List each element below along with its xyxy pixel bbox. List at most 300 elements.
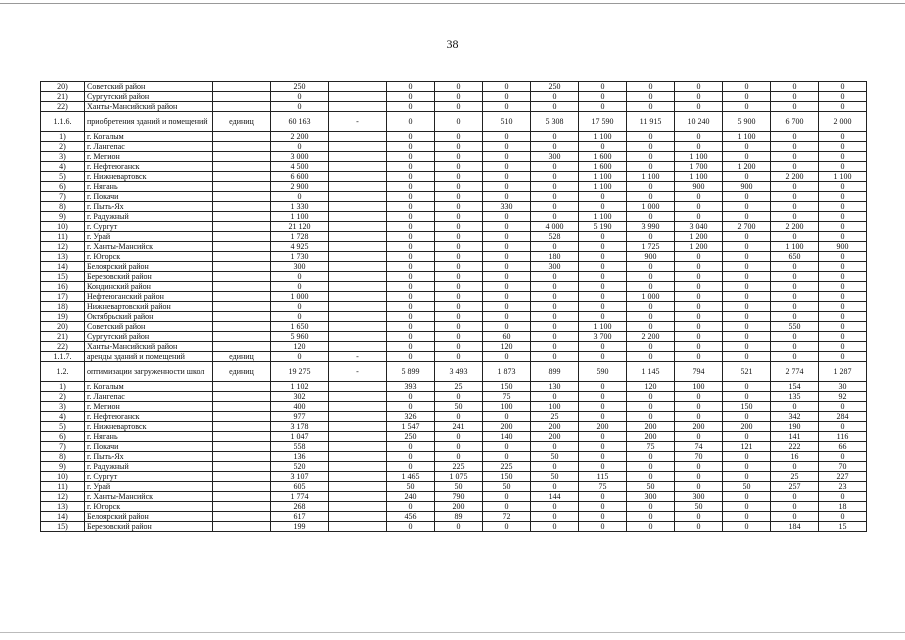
row-value: 0 — [627, 92, 675, 102]
row-value: 0 — [483, 252, 531, 262]
row-unit: единиц — [213, 112, 271, 132]
row-value: 0 — [483, 172, 531, 182]
row-value: 0 — [531, 242, 579, 252]
row-total: 0 — [271, 192, 329, 202]
row-value: 1 100 — [579, 182, 627, 192]
row-value: 0 — [483, 142, 531, 152]
row-total: 1 730 — [271, 252, 329, 262]
row-number: 1) — [41, 132, 85, 142]
row-value: 550 — [771, 322, 819, 332]
row-total: 0 — [271, 302, 329, 312]
row-value: 150 — [483, 472, 531, 482]
row-value: 0 — [483, 192, 531, 202]
row-unit — [213, 452, 271, 462]
row-value: 225 — [435, 462, 483, 472]
table-row — [41, 262, 867, 272]
row-name: г. Когалым — [85, 382, 213, 392]
row-value: 0 — [723, 432, 771, 442]
row-name: г. Сургут — [85, 222, 213, 232]
row-value: 0 — [819, 512, 867, 522]
row-value: 0 — [435, 162, 483, 172]
row-value: 0 — [819, 452, 867, 462]
row-value: 0 — [675, 412, 723, 422]
row-value: 30 — [819, 382, 867, 392]
row-value: 0 — [387, 162, 435, 172]
row-value: 0 — [675, 402, 723, 412]
row-unit — [213, 182, 271, 192]
row-value: 0 — [819, 352, 867, 362]
row-value: 3 700 — [579, 332, 627, 342]
row-value: 0 — [531, 342, 579, 352]
row-base — [329, 272, 387, 282]
row-value: 0 — [819, 402, 867, 412]
row-total: 1 047 — [271, 432, 329, 442]
bottom-border-line — [0, 632, 905, 633]
row-value: 0 — [723, 102, 771, 112]
row-value: 0 — [531, 282, 579, 292]
row-value: 0 — [387, 352, 435, 362]
table-row — [41, 152, 867, 162]
table-row — [41, 232, 867, 242]
row-total: 199 — [271, 522, 329, 532]
row-total: 617 — [271, 512, 329, 522]
table-row — [41, 292, 867, 302]
row-value: 240 — [387, 492, 435, 502]
row-value: 0 — [435, 132, 483, 142]
row-value: 0 — [387, 192, 435, 202]
row-base — [329, 342, 387, 352]
table-row — [41, 142, 867, 152]
row-unit — [213, 202, 271, 212]
row-base — [329, 82, 387, 92]
row-unit — [213, 442, 271, 452]
row-value: 150 — [483, 382, 531, 392]
row-value: 0 — [627, 192, 675, 202]
row-value: 0 — [819, 162, 867, 172]
row-value: 25 — [435, 382, 483, 392]
row-value: 0 — [819, 92, 867, 102]
row-value: 1 100 — [723, 132, 771, 142]
row-value: 0 — [387, 232, 435, 242]
row-value: 154 — [771, 382, 819, 392]
row-value: 0 — [531, 442, 579, 452]
row-value: 284 — [819, 412, 867, 422]
row-value: 0 — [723, 272, 771, 282]
row-value: 1 200 — [675, 232, 723, 242]
row-value: 0 — [627, 452, 675, 462]
row-value: 0 — [675, 312, 723, 322]
row-value: 0 — [627, 472, 675, 482]
row-value: 0 — [627, 182, 675, 192]
row-value: 0 — [579, 232, 627, 242]
row-value: 200 — [435, 502, 483, 512]
row-base — [329, 312, 387, 322]
row-value: 100 — [483, 402, 531, 412]
row-value: 0 — [579, 392, 627, 402]
row-number: 8) — [41, 452, 85, 462]
row-total: 4 925 — [271, 242, 329, 252]
row-base — [329, 252, 387, 262]
row-number: 11) — [41, 232, 85, 242]
row-value: 0 — [723, 312, 771, 322]
row-total: 605 — [271, 482, 329, 492]
row-value: 141 — [771, 432, 819, 442]
row-value: 0 — [819, 342, 867, 352]
table-row — [41, 282, 867, 292]
row-value: 50 — [483, 482, 531, 492]
row-name: Ханты-Мансийский район — [85, 102, 213, 112]
row-base — [329, 522, 387, 532]
row-name: г. Югорск — [85, 502, 213, 512]
row-value: 0 — [675, 252, 723, 262]
row-value: 0 — [819, 292, 867, 302]
row-value: 0 — [675, 392, 723, 402]
table-row — [41, 492, 867, 502]
row-value: 0 — [531, 312, 579, 322]
row-value: 900 — [627, 252, 675, 262]
row-value: 2 700 — [723, 222, 771, 232]
table-row — [41, 522, 867, 532]
row-value: 1 100 — [819, 172, 867, 182]
row-value: 342 — [771, 412, 819, 422]
table-row — [41, 212, 867, 222]
row-value: 0 — [627, 212, 675, 222]
row-value: 0 — [387, 312, 435, 322]
row-value: 0 — [771, 292, 819, 302]
row-value: 0 — [435, 442, 483, 452]
row-value: 0 — [819, 182, 867, 192]
row-value: 0 — [531, 92, 579, 102]
table-row — [41, 132, 867, 142]
row-name: г. Радужный — [85, 212, 213, 222]
row-total: 0 — [271, 352, 329, 362]
row-number: 15) — [41, 522, 85, 532]
row-value: 0 — [435, 222, 483, 232]
row-value: 0 — [387, 182, 435, 192]
row-value: 0 — [579, 412, 627, 422]
row-value: 0 — [387, 82, 435, 92]
row-base: - — [329, 362, 387, 382]
table-row — [41, 342, 867, 352]
row-value: 75 — [483, 392, 531, 402]
row-base — [329, 412, 387, 422]
row-name: г. Ханты-Мансийск — [85, 492, 213, 502]
row-value: 0 — [387, 442, 435, 452]
row-value: 250 — [531, 82, 579, 92]
row-number: 3) — [41, 402, 85, 412]
row-value: 60 — [483, 332, 531, 342]
table-row — [41, 92, 867, 102]
row-total: 136 — [271, 452, 329, 462]
row-unit — [213, 142, 271, 152]
row-value: 2 200 — [771, 222, 819, 232]
row-value: 0 — [531, 202, 579, 212]
row-value: 0 — [387, 112, 435, 132]
row-number: 18) — [41, 302, 85, 312]
row-value: 0 — [579, 202, 627, 212]
row-value: 150 — [723, 402, 771, 412]
row-total: 400 — [271, 402, 329, 412]
row-value: 0 — [435, 92, 483, 102]
row-value: 1 600 — [579, 162, 627, 172]
row-unit: единиц — [213, 362, 271, 382]
row-value: 16 — [771, 452, 819, 462]
row-total: 558 — [271, 442, 329, 452]
row-number: 9) — [41, 462, 85, 472]
row-value: 0 — [483, 492, 531, 502]
row-value: 0 — [627, 262, 675, 272]
row-value: 0 — [723, 352, 771, 362]
row-value: 0 — [531, 182, 579, 192]
row-value: 0 — [723, 192, 771, 202]
row-value: 0 — [435, 82, 483, 92]
row-value: 200 — [627, 432, 675, 442]
row-value: 200 — [531, 422, 579, 432]
row-unit — [213, 522, 271, 532]
row-base: - — [329, 352, 387, 362]
table-row — [41, 502, 867, 512]
row-value: 5 899 — [387, 362, 435, 382]
row-value: 5 900 — [723, 112, 771, 132]
row-value: 0 — [675, 482, 723, 492]
row-value: 0 — [435, 342, 483, 352]
row-value: 0 — [627, 502, 675, 512]
row-total: 5 960 — [271, 332, 329, 342]
row-value: 0 — [723, 472, 771, 482]
row-value: 0 — [579, 452, 627, 462]
row-number: 10) — [41, 472, 85, 482]
row-total: 1 102 — [271, 382, 329, 392]
row-value: 130 — [531, 382, 579, 392]
row-number: 11) — [41, 482, 85, 492]
row-value: 0 — [483, 212, 531, 222]
row-value: 0 — [579, 262, 627, 272]
row-value: 510 — [483, 112, 531, 132]
row-value: 0 — [675, 302, 723, 312]
row-name: г. Лангепас — [85, 142, 213, 152]
data-table — [40, 81, 867, 532]
row-total: 2 200 — [271, 132, 329, 142]
row-base — [329, 282, 387, 292]
row-total: 977 — [271, 412, 329, 422]
row-value: 0 — [675, 82, 723, 92]
row-value: 0 — [435, 392, 483, 402]
row-value: 0 — [627, 322, 675, 332]
row-value: 0 — [627, 142, 675, 152]
row-value: 0 — [771, 302, 819, 312]
row-value: 900 — [723, 182, 771, 192]
row-unit — [213, 432, 271, 442]
row-value: 0 — [627, 302, 675, 312]
top-border-line — [0, 3, 905, 4]
row-base — [329, 292, 387, 302]
row-value: 0 — [579, 252, 627, 262]
row-value: 0 — [675, 262, 723, 272]
row-value: 5 308 — [531, 112, 579, 132]
row-unit — [213, 92, 271, 102]
row-value: 17 590 — [579, 112, 627, 132]
row-value: 0 — [531, 272, 579, 282]
row-value: 1 725 — [627, 242, 675, 252]
row-value: 0 — [771, 352, 819, 362]
row-number: 1.2. — [41, 362, 85, 382]
row-value: 0 — [387, 132, 435, 142]
row-value: 0 — [483, 452, 531, 462]
row-value: 1 700 — [675, 162, 723, 172]
row-value: 900 — [819, 242, 867, 252]
row-unit — [213, 412, 271, 422]
row-value: 0 — [579, 402, 627, 412]
row-value: 0 — [387, 272, 435, 282]
row-value: 790 — [435, 492, 483, 502]
row-value: 0 — [531, 462, 579, 472]
row-value: 257 — [771, 482, 819, 492]
row-value: 121 — [723, 442, 771, 452]
table-row — [41, 102, 867, 112]
row-value: 0 — [771, 142, 819, 152]
row-unit — [213, 242, 271, 252]
row-value: 0 — [627, 132, 675, 142]
row-value: 0 — [723, 322, 771, 332]
row-value: 0 — [387, 522, 435, 532]
row-value: 0 — [579, 82, 627, 92]
row-name: г. Нефтеюганск — [85, 162, 213, 172]
row-value: 0 — [531, 292, 579, 302]
row-value: 1 100 — [579, 172, 627, 182]
row-base — [329, 182, 387, 192]
row-unit — [213, 102, 271, 112]
row-value: 2 200 — [627, 332, 675, 342]
row-value: 0 — [531, 482, 579, 492]
table-row — [41, 432, 867, 442]
row-value: 0 — [723, 522, 771, 532]
row-value: 0 — [435, 292, 483, 302]
row-value: 1 200 — [675, 242, 723, 252]
row-value: 0 — [387, 502, 435, 512]
row-base: - — [329, 112, 387, 132]
row-value: 1 100 — [675, 172, 723, 182]
row-value: 0 — [483, 322, 531, 332]
row-value: 0 — [435, 412, 483, 422]
row-value: 0 — [387, 342, 435, 352]
row-base — [329, 442, 387, 452]
row-value: 0 — [723, 332, 771, 342]
row-value: 0 — [819, 102, 867, 112]
row-base — [329, 172, 387, 182]
row-value: 0 — [627, 282, 675, 292]
row-value: 0 — [579, 442, 627, 452]
row-base — [329, 142, 387, 152]
row-value: 50 — [675, 502, 723, 512]
row-unit — [213, 472, 271, 482]
row-base — [329, 492, 387, 502]
row-value: 0 — [675, 342, 723, 352]
row-base — [329, 152, 387, 162]
row-value: 0 — [579, 512, 627, 522]
row-value: 140 — [483, 432, 531, 442]
row-value: 0 — [771, 212, 819, 222]
row-value: 0 — [723, 212, 771, 222]
row-value: 0 — [531, 322, 579, 332]
table-row — [41, 392, 867, 402]
table-row — [41, 362, 867, 382]
row-value: 0 — [771, 132, 819, 142]
row-value: 0 — [819, 152, 867, 162]
row-value: 0 — [435, 212, 483, 222]
row-value: 0 — [771, 192, 819, 202]
table-row — [41, 412, 867, 422]
row-value: 3 040 — [675, 222, 723, 232]
row-value: 0 — [627, 102, 675, 112]
row-value: 0 — [579, 192, 627, 202]
row-value: 0 — [723, 92, 771, 102]
row-value: 0 — [531, 142, 579, 152]
row-value: 0 — [387, 212, 435, 222]
row-base — [329, 192, 387, 202]
row-total: 0 — [271, 272, 329, 282]
row-value: 900 — [675, 182, 723, 192]
row-base — [329, 202, 387, 212]
row-value: 0 — [723, 152, 771, 162]
row-number: 12) — [41, 242, 85, 252]
row-name: Ханты-Мансийский район — [85, 342, 213, 352]
row-value: 0 — [723, 492, 771, 502]
row-value: 3 493 — [435, 362, 483, 382]
row-number: 14) — [41, 262, 85, 272]
row-value: 0 — [627, 312, 675, 322]
row-value: 0 — [627, 352, 675, 362]
row-value: 0 — [387, 92, 435, 102]
row-name: Сургутский район — [85, 332, 213, 342]
row-value: 0 — [771, 262, 819, 272]
row-value: 0 — [819, 282, 867, 292]
row-name: Белоярский район — [85, 262, 213, 272]
row-value: 0 — [483, 282, 531, 292]
row-total: 3 000 — [271, 152, 329, 162]
row-value: 0 — [483, 232, 531, 242]
row-name: г. Ханты-Мансийск — [85, 242, 213, 252]
row-value: 0 — [771, 332, 819, 342]
row-total: 302 — [271, 392, 329, 402]
row-value: 116 — [819, 432, 867, 442]
row-value: 300 — [627, 492, 675, 502]
row-value: 0 — [771, 272, 819, 282]
row-value: 0 — [387, 452, 435, 462]
table-row — [41, 162, 867, 172]
row-value: 1 000 — [627, 292, 675, 302]
row-value: 0 — [771, 492, 819, 502]
row-value: 0 — [771, 282, 819, 292]
row-unit — [213, 192, 271, 202]
row-number: 4) — [41, 412, 85, 422]
row-name: Нефтеюганский район — [85, 292, 213, 302]
row-value: 25 — [531, 412, 579, 422]
row-value: 0 — [483, 132, 531, 142]
row-value: 1 145 — [627, 362, 675, 382]
row-value: 50 — [531, 452, 579, 462]
row-name: г. Мегион — [85, 402, 213, 412]
row-value: 0 — [483, 442, 531, 452]
row-value: 6 700 — [771, 112, 819, 132]
row-base — [329, 472, 387, 482]
row-value: 11 915 — [627, 112, 675, 132]
row-value: 0 — [387, 332, 435, 342]
row-unit — [213, 512, 271, 522]
row-value: 0 — [819, 142, 867, 152]
row-base — [329, 392, 387, 402]
table-row — [41, 182, 867, 192]
row-value: 0 — [627, 272, 675, 282]
